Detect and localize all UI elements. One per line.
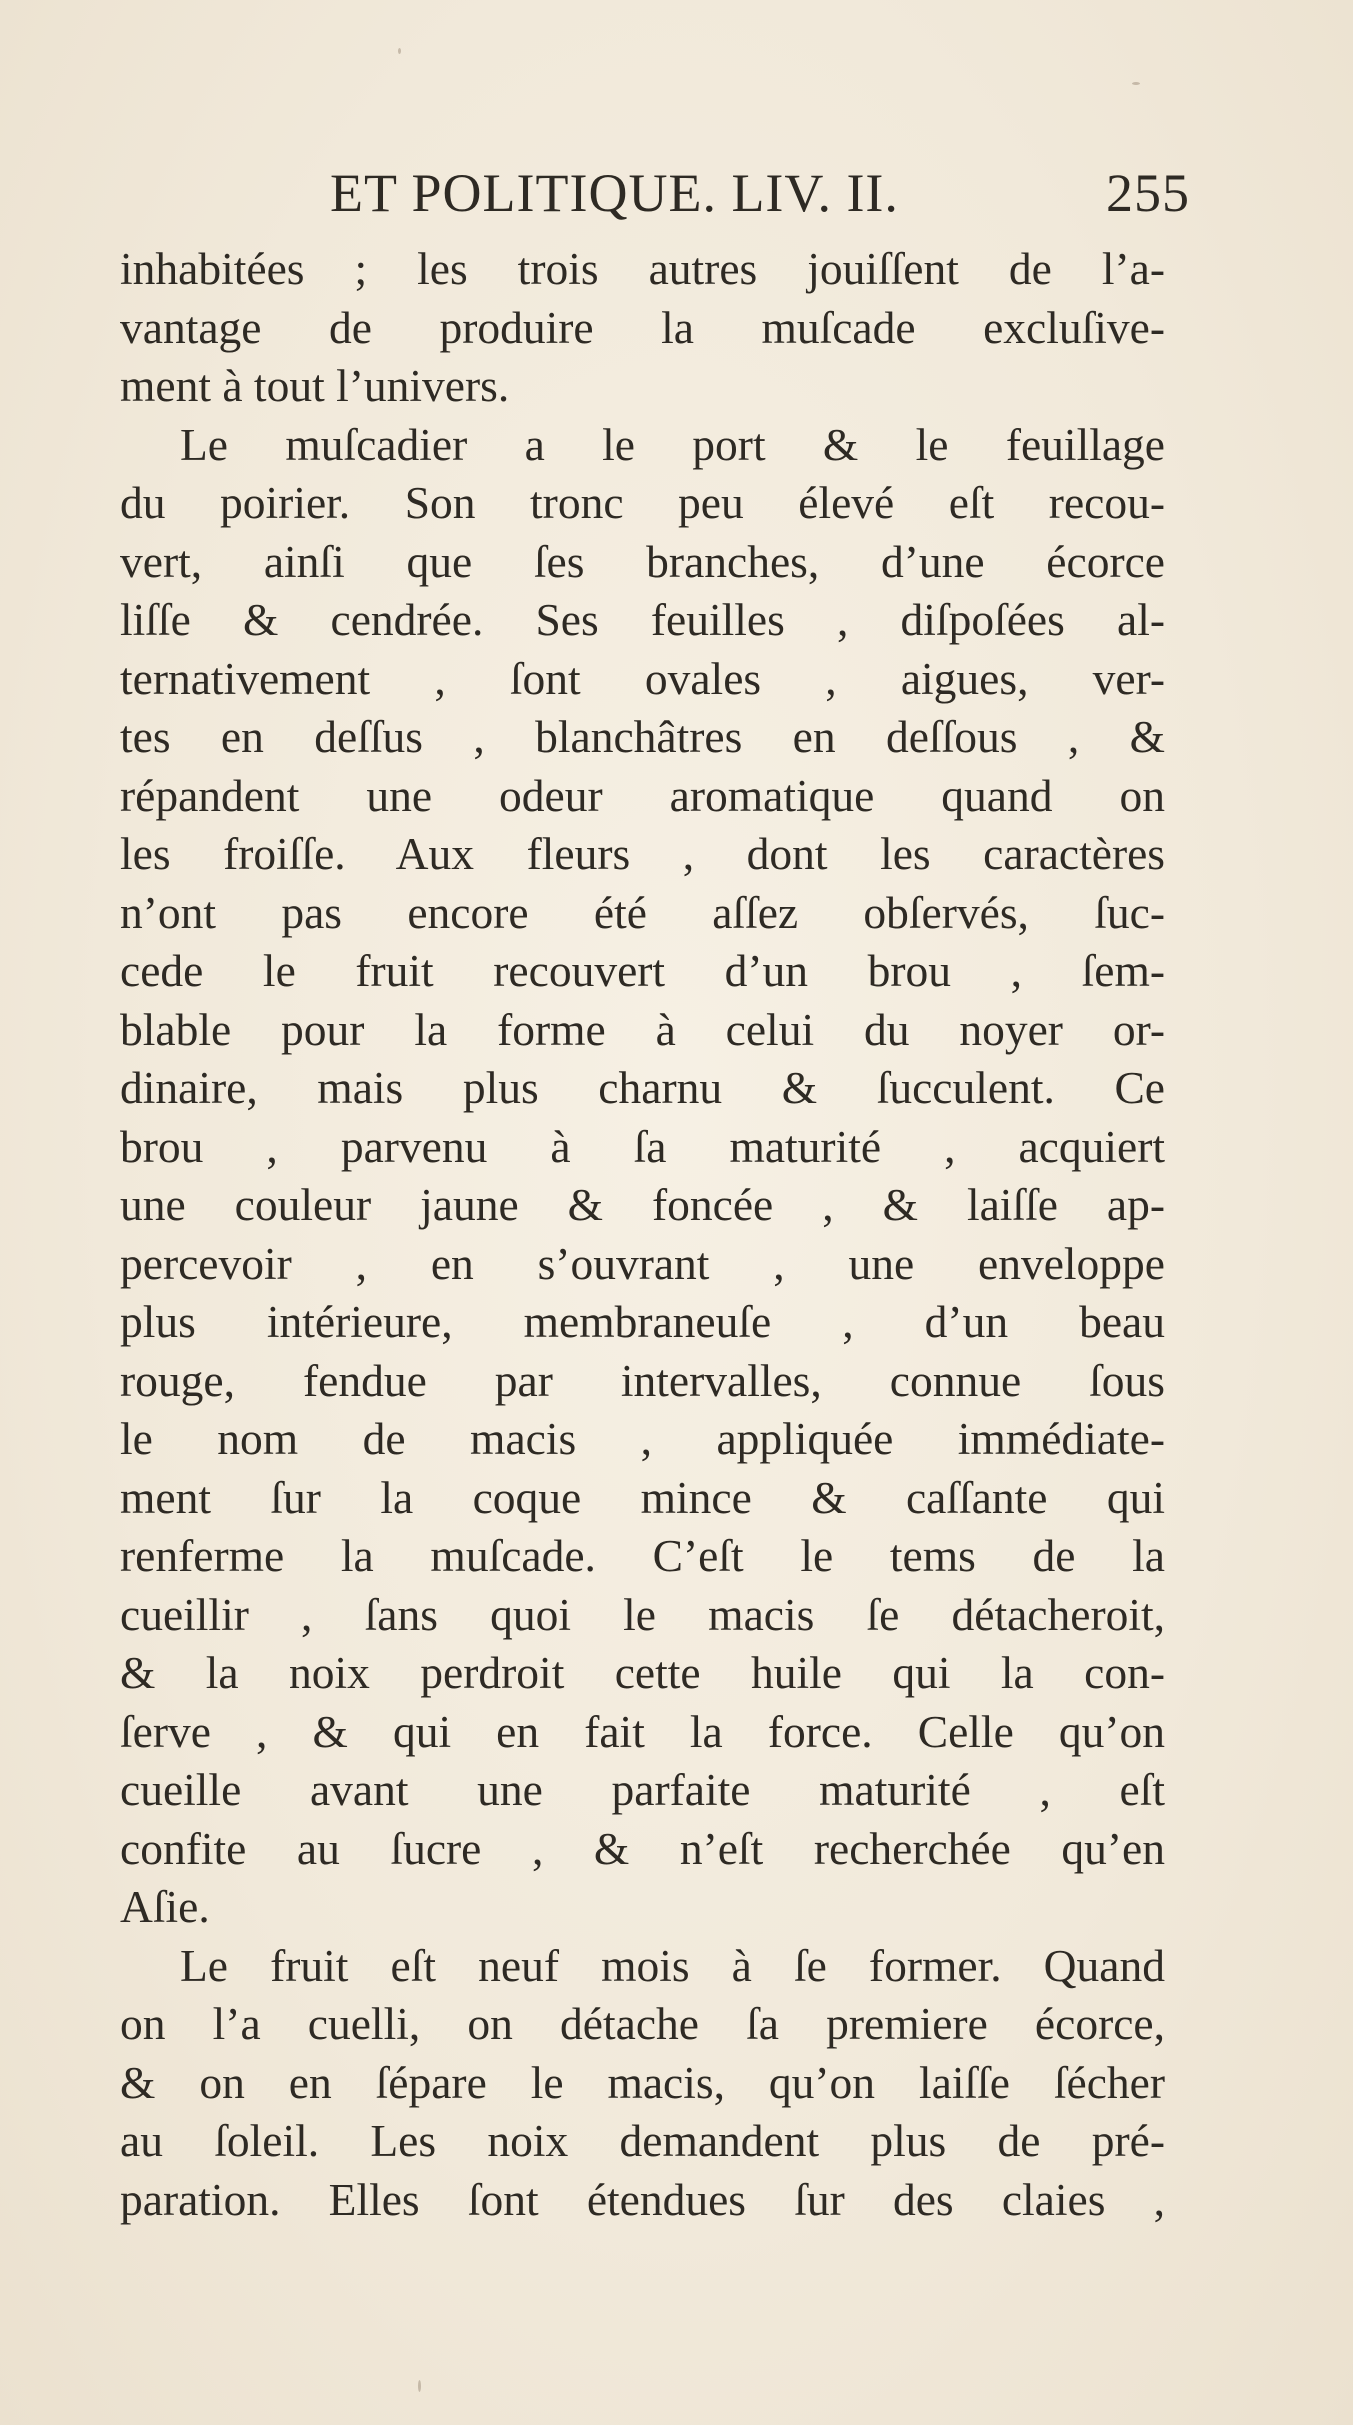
- running-header: [330, 158, 1190, 228]
- text-line: le nom de macis , appliquée immédiate-: [120, 1413, 1165, 1464]
- text-line: confite au ſucre , & n’eſt recherchée qu’en: [120, 1822, 1165, 1874]
- text-line: cede le fruit recouvert d’un brou , ſem-: [120, 945, 1165, 996]
- text-line: cueillir , ſans quoi le macis ſe détacheroit,: [120, 1588, 1165, 1640]
- text-line: rouge, fendue par intervalles, connue ſous: [120, 1354, 1165, 1406]
- paper-speck: [1132, 82, 1140, 85]
- text-line: Le fruit eſt neuf mois à ſe former. Quand: [180, 1939, 1165, 1991]
- text-line: du poirier. Son tronc peu élevé eſt recou-: [120, 477, 1165, 528]
- page-number: 255: [1106, 163, 1190, 223]
- paper-speck: [398, 48, 401, 54]
- text-line: tes en deſſus , blanchâtres en deſſous , &: [120, 711, 1165, 762]
- running-title: ET POLITIQUE. LIV. II.: [330, 163, 899, 223]
- text-line: blable pour la forme à celui du noyer or-: [120, 1003, 1165, 1055]
- text-line: répandent une odeur aromatique quand on: [120, 769, 1165, 821]
- paper-speck: [418, 2380, 421, 2392]
- text-line: ternativement , ſont ovales , aigues, ver-: [120, 652, 1165, 704]
- text-line: paration. Elles ſont étendues ſur des claies ,: [120, 2173, 1165, 2225]
- text-line: liſſe & cendrée. Ses feuilles , diſpoſées al-: [120, 594, 1165, 645]
- text-line: Le muſcadier a le port & le feuillage: [180, 418, 1165, 470]
- text-line: vert, ainſi que ſes branches, d’une écorce: [120, 535, 1165, 587]
- body-text: [120, 240, 1165, 2229]
- text-line: Aſie.: [120, 1881, 210, 1932]
- text-line: une couleur jaune & foncée , & laiſſe ap-: [120, 1179, 1165, 1230]
- text-line: renferme la muſcade. C’eſt le tems de la: [120, 1530, 1165, 1581]
- text-line: brou , parvenu à ſa maturité , acquiert: [120, 1120, 1165, 1172]
- text-line: dinaire, mais plus charnu & ſucculent. Ce: [120, 1062, 1165, 1113]
- text-line: plus intérieure, membraneuſe , d’un beau: [120, 1296, 1165, 1347]
- text-line: ment à tout l’univers.: [120, 360, 510, 411]
- text-line: & la noix perdroit cette huile qui la con-: [120, 1647, 1165, 1698]
- text-line: inhabitées ; les trois autres jouiſſent de l’a-: [120, 243, 1165, 294]
- text-line: les froiſſe. Aux fleurs , dont les caractères: [120, 828, 1165, 879]
- text-line: n’ont pas encore été aſſez obſervés, ſuc-: [120, 886, 1165, 938]
- text-line: ſerve , & qui en fait la force. Celle qu’on: [120, 1705, 1165, 1757]
- text-line: ment ſur la coque mince & caſſante qui: [120, 1471, 1165, 1523]
- text-line: au ſoleil. Les noix demandent plus de pré-: [120, 2115, 1165, 2166]
- text-line: & on en ſépare le macis, qu’on laiſſe ſécher: [120, 2056, 1165, 2108]
- text-line: percevoir , en s’ouvrant , une enveloppe: [120, 1237, 1165, 1289]
- text-line: vantage de produire la muſcade excluſive-: [120, 301, 1165, 353]
- text-line: cueille avant une parfaite maturité , eſt: [120, 1764, 1165, 1815]
- text-line: on l’a cuelli, on détache ſa premiere écorce,: [120, 1998, 1165, 2049]
